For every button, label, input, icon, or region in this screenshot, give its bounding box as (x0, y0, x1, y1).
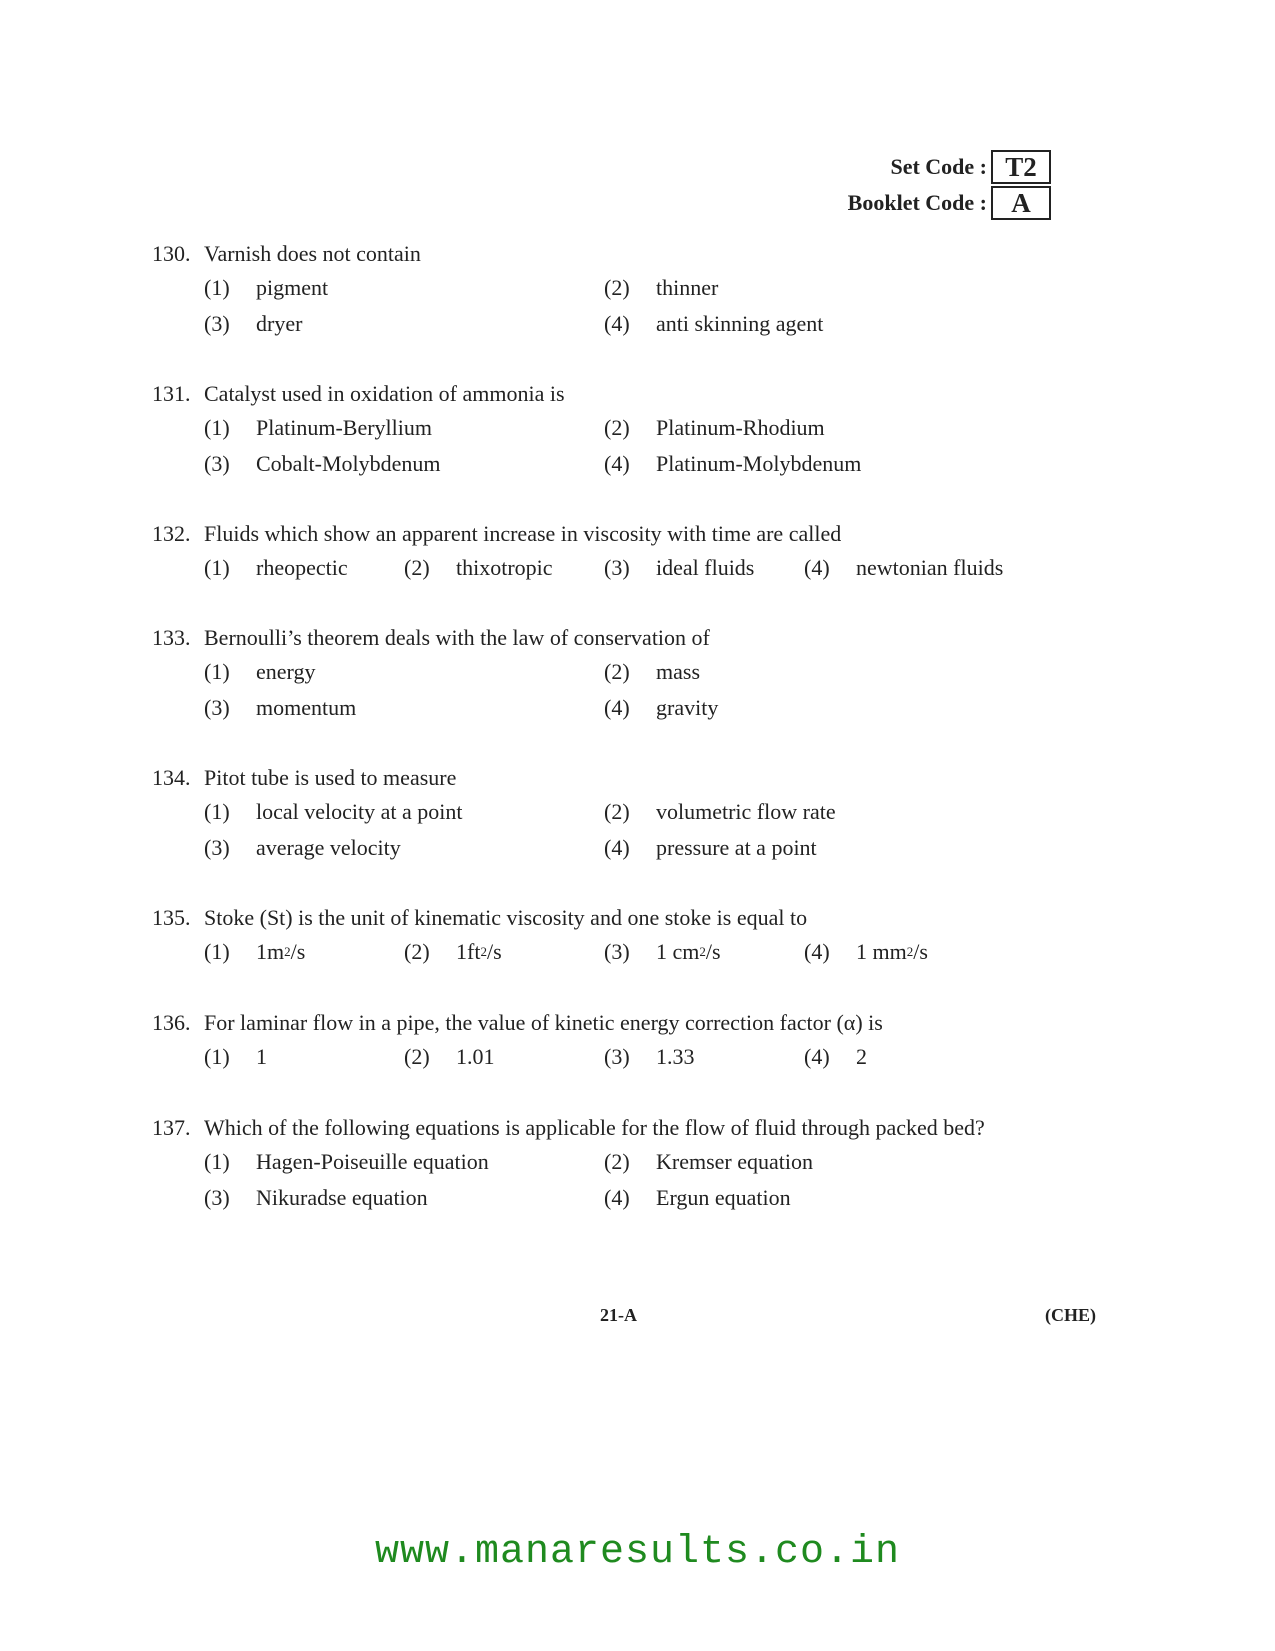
option-3: (3) 1 cm 2 /s (604, 939, 721, 964)
option-1: (1) rheopectic (204, 555, 348, 580)
question-number: 130. (152, 241, 191, 266)
option-1: (1) pigment (204, 275, 329, 300)
question-135 (152, 902, 1092, 970)
question-text: Pitot tube is used to measure (204, 765, 457, 790)
option-2: (2) mass (604, 659, 700, 684)
set-code-row (848, 150, 1051, 184)
option-3: (3) momentum (204, 695, 357, 720)
question-number: 137. (152, 1115, 191, 1140)
option-4: (4) pressure at a point (604, 835, 817, 860)
set-code-label: Set Code : (890, 154, 987, 179)
booklet-codes (848, 150, 1051, 222)
question-number: 132. (152, 521, 191, 546)
option-2: (2) 1ft 2 /s (404, 939, 502, 964)
question-text: Fluids which show an apparent increase in viscosity with time are called (204, 521, 842, 546)
option-2: (2) Kremser equation (604, 1149, 813, 1174)
question-number: 134. (152, 765, 191, 790)
question-number: 133. (152, 625, 191, 650)
question-137 (152, 1112, 1092, 1216)
question-text: Stoke (St) is the unit of kinematic viscosity and one stoke is equal to (204, 905, 808, 930)
question-number: 131. (152, 381, 191, 406)
subject-code: (CHE) (1045, 1305, 1096, 1325)
option-3: (3) ideal fluids (604, 555, 755, 580)
option-4: (4) anti skinning agent (604, 311, 824, 336)
option-2: (2) Platinum-Rhodium (604, 415, 825, 440)
option-4: (4) 1 mm 2 /s (804, 939, 928, 964)
option-1: (1) local velocity at a point (204, 799, 463, 824)
option-4: (4) Platinum-Molybdenum (604, 451, 862, 476)
option-3: (3) 1.33 (604, 1044, 695, 1069)
question-number: 136. (152, 1010, 191, 1035)
option-1: (1) Hagen-Poiseuille equation (204, 1149, 489, 1174)
option-3: (3) Cobalt-Molybdenum (204, 451, 441, 476)
option-4: (4) newtonian fluids (804, 555, 1004, 580)
question-134 (152, 762, 1092, 866)
option-2: (2) volumetric flow rate (604, 799, 836, 824)
question-text: Which of the following equations is applicable for the flow of fluid through packed bed? (204, 1115, 985, 1140)
option-2: (2) thixotropic (404, 555, 553, 580)
option-3: (3) dryer (204, 311, 303, 336)
option-4: (4) 2 (804, 1044, 867, 1069)
option-2: (2) thinner (604, 275, 719, 300)
option-3: (3) average velocity (204, 835, 401, 860)
booklet-code-value: A (991, 186, 1051, 220)
question-131 (152, 378, 1092, 482)
question-132 (152, 518, 1092, 586)
option-3: (3) Nikuradse equation (204, 1185, 428, 1210)
option-4: (4) Ergun equation (604, 1185, 791, 1210)
option-1: (1) 1 (204, 1044, 267, 1069)
option-4: (4) gravity (604, 695, 719, 720)
website-watermark: www.manaresults.co.in (374, 1530, 901, 1575)
booklet-code-label: Booklet Code : (847, 190, 987, 215)
question-number: 135. (152, 905, 191, 930)
option-1: (1) energy (204, 659, 316, 684)
question-136 (152, 1007, 1092, 1075)
question-text: Bernoulli’s theorem deals with the law of conservation of (204, 625, 710, 650)
question-text: For laminar flow in a pipe, the value of kinetic energy correction factor (α) is (204, 1010, 883, 1035)
page-code: 21-A (600, 1305, 637, 1325)
question-text: Catalyst used in oxidation of ammonia is (204, 381, 565, 406)
question-130 (152, 238, 1092, 342)
option-2: (2) 1.01 (404, 1044, 495, 1069)
question-text: Varnish does not contain (204, 241, 421, 266)
option-1: (1) 1m 2 /s (204, 939, 306, 964)
set-code-value: T2 (991, 150, 1051, 184)
booklet-code-row (848, 186, 1051, 220)
option-1: (1) Platinum-Beryllium (204, 415, 432, 440)
question-133 (152, 622, 1092, 726)
